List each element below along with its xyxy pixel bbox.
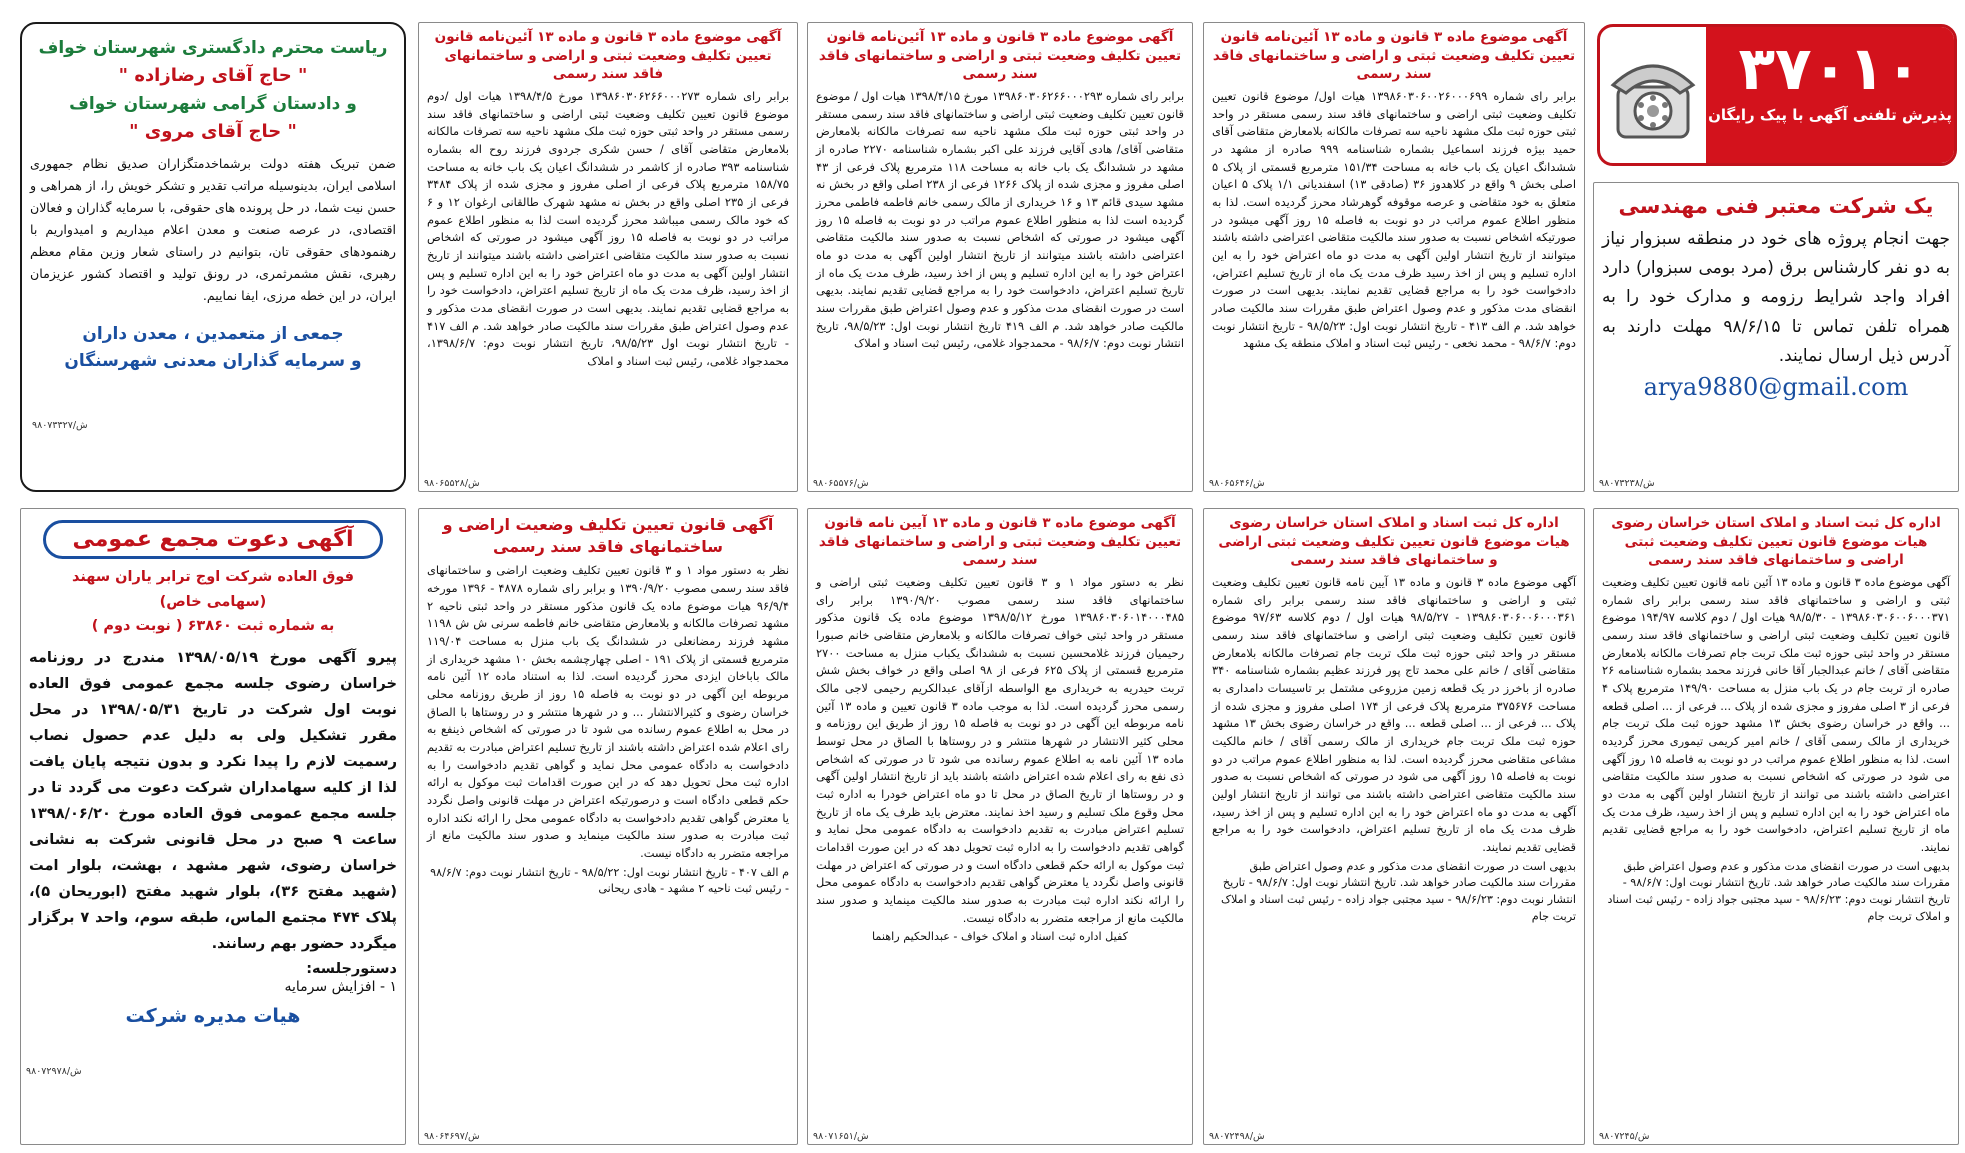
ad-body: نظر به دستور مواد ۱ و ۳ قانون تعیین تکلیف وضعیت اراضی و ساختمانهای فاقد سند رسمی مصوب ۱۳۹۰/۹/۲۰ و برابر رای شماره ۴۸۷۸ - ۱۳۹۶ مورخه ۹۶/۹/۴ هیات موضوع ماده یک قانون مذکور مستقر در واحد ثبتی ناحیه ۲ مشهد تصرفات مالکانه و بلامعارض متقاضی خانم فاطمه سرنی ش ش ۱۱۹۸ مشهد فرزند رمضانعلی در ششدانگ یک باب منزل به مساحت ۱۱۹/۰۴ مترمربع قسمتی از پلاک ۱۹۱ - اصلی چهارچشمه بخش ۱۰ مشهد خریداری از مالک باباخان ایزدی محرز گردیده است. لذا به استناد ماده ۱۲ آئین نامه مربوطه این آگهی در دو نوبت به فاصله ۱۵ روز از طریق روزنامه محلی خراسان رضوی و کثیرالانتشار ... و در شهرها منتشر و در روستاها با الصاق در محل به اطلاع عموم رسانده می شود تا در صورتی که اشخاص ذینفع به رای اعلام شده اعتراض داشته باشند از تاریخ تسلیم اعتراض مبادرت به تقدیم دادخواست به دادگاه عمومی محل نماید و گواهی تقدیم دادخواست را به اداره ثبت محل تحویل دهد که در این صورت اقدامات ثبت موکول به ارائه حکم قطعی دادگاه است و درصورتیکه اعتراض در مهلت قانونی واصل نگردد یا معترض گواهی تقدیم دادخواست به دادگاه عمومی محل را ارائه نکند اداره ثبت مبادرت به صدور سند مالکیت مینماید و صدور سند مالکیت مانع از مراجعه متضرر به دادگاه نیست. xyxy=(427,563,789,860)
banner-red-panel xyxy=(1706,27,1954,163)
ad-body: پیرو آگهی مورخ ۱۳۹۸/۰۵/۱۹ مندرج در روزنامه خراسان رضوی جلسه مجمع عمومی فوق العاده نوبت اول شرکت در تاریخ ۱۳۹۸/۰۵/۳۱ در محل مقرر تشکیل ولی به دلیل عدم حصول نصاب رسمیت لازم را پیدا نکرد و بدون نتیجه پایان یافت لذا از کلیه سهامداران شرکت دعوت می گردد تا در جلسه مجمع عمومی فوق العاده مورخ ۱۳۹۸/۰۶/۲۰ ساعت ۹ صبح در محل قانونی شرکت به نشانی خراسان رضوی، شهر مشهد ، بهشت، بلوار امت (شهید مفتح ۳۶)، بلوار شهید مفتح (ابوریحان ۵)، پلاک ۴۷۴ مجتمع الماس، طبقه سوم، واحد ۷ برگزار میگردد حضور بهم رسانند. xyxy=(29,648,398,952)
ad-registration-notice-1 xyxy=(1203,22,1585,492)
ad-title: اداره کل ثبت اسناد و املاک استان خراسان رضوی هیات موضوع قانون تعیین تکلیف وضعیت ثبتی اراضی و ساختمانهای فاقد سند رسمی xyxy=(1611,515,1941,569)
ad-body: برابر رای شماره ۱۳۹۸۶۰۳۰۶۰۰۲۶۰۰۰۶۹۹ هیات اول/ موضوع قانون تعیین تکلیف وضعیت ثبتی اراضی و ساختمانهای فاقد سند رسمی مستقر در واحد ثبتی حوزه ثبت ملک مشهد ناحیه سه تصرفات مالکانه بلامعارض متقاضی آقای حمید بیژه فرزند اسماعیل بشماره شناسنامه ۹۹۹ صادره از مشهد در ششدانگ اعیان یک باب خانه به مساحت ۱۵۱/۳۴ مترمربع قسمتی از پلاک ۵ اصلی بخش ۹ واقع در کلاهدوز ۳۶ (صادقی ۱۳) اسفندیانی ۱/۱ پلاک ۵ اعیان متعلق به خود متقاضی و عرصه موقوفه گوهرشاد محرز گردیده است. لذا به منظور اطلاع عموم مراتب در دو نوبت به فاصله ۱۵ روز آگهی میشود در صورتیکه اشخاص نسبت به صدور سند مالکیت متقاضی اعتراضی داشته باشند میتوانند از تاریخ انتشار اولین آگهی به مدت دو ماه اعتراض خود را به این اداره تسلیم و پس از اخذ رسید ظرف مدت یک ماه از تاریخ تسلیم اعتراض، دادخواست خود را به مراجع قضایی تقدیم نمایند. بدیهی است در صورت انقضای مدت مذکور و عدم وصول اعتراض طبق مقررات سند مالکیت صادر خواهد شد. م الف ۴۱۳ - تاریخ انتشار نوبت اول: ۹۸/۵/۲۳ - تاریخ انتشار نوبت دوم: ۹۸/۶/۷ - محمد نخعی - رئیس ثبت اسناد و املاک منطقه یک مشهد xyxy=(1212,88,1577,351)
ad-body: برابر رای شماره ۱۳۹۸۶۰۳۰۶۲۶۶۰۰۰۲۷۳ مورخ ۱۳۹۸/۴/۵ هیات اول /دوم موضوع قانون تعیین تکلیف وضعیت ثبتی اراضی و ساختمانهای فاقد سند رسمی مستقر در واحد ثبتی حوزه ثبت ملک مشهد ناحیه سه تصرفات مالکانه بلامعارض متقاضی آقای / حسن شکری جردوی فرزند روح اله بشماره شناسنامه ۳۹۳ صادره از کاشمر در ششدانگ اعیان یک باب خانه به مساحت ۱۵۸/۷۵ مترمربع پلاک فرعی از اصلی مفروز و مجزی شده از پلاک ۳۴۸۴ فرعی از ۲۳۵ اصلی واقع در بخش نه مشهد شهرک طالقانی ارغوان ۱۲ و ۶ که خود مالک رسمی میباشد محرز گردیده است لذا به منظور اطلاع عموم مراتب در دو نوبت به فاصله ۱۵ روز آگهی میشود در صورتی که اشخاص نسبت به صدور سند مالکیت متقاضی اعتراضی داشته باشند میتوانند از تاریخ انتشار اولین آگهی به مدت دو ماه اعتراض خود را به این اداره تسلیم و پس از اخذ رسید، ظرف مدت یک ماه از تاریخ تسلیم اعتراض، دادخواست خود را به مراجع قضایی تقدیم نمایند. بدیهی است در صورت انقضای مدت مذکور و عدم وصول اعتراض طبق مقررات سند مالکیت صادر خواهد شد. م الف ۴۱۷ - تاریخ انتشار نوبت اول ۹۸/۵/۲۳، تاریخ انتشار نوبت دوم: ۱۳۹۸/۶/۷، محمدجواد غلامی، رئیس ثبت اسناد و املاک xyxy=(427,88,790,368)
ad-torbat-jam-notice-1 xyxy=(1593,508,1959,1145)
ad-code: ۹۸۰۶۵۵۷۶/ش xyxy=(813,478,869,489)
ad-name-2: " حاج آقای مروی " xyxy=(129,121,297,143)
phone-ad-banner xyxy=(1597,24,1957,166)
ad-name-1: " حاج آقای رضازاده " xyxy=(118,65,308,87)
banner-phone-number: ۳۷۰۱۰ xyxy=(1738,34,1922,104)
ad-title: آگهی دعوت مجمع عمومی xyxy=(43,520,383,559)
ad-subtitle-company: فوق العاده شرکت اوج ترابر یاران سهند xyxy=(72,569,354,585)
ad-body: نظر به دستور مواد ۱ و ۳ قانون تعیین تکلیف وضعیت ثبتی اراضی و ساختمانهای فاقد سند رسمی مصوب ۱۳۹۰/۹/۲۰ برابر رای ۱۳۹۸۶۰۳۰۶۰۱۴۰۰۰۴۸۵ مورخ ۱۳۹۸/۵/۱۲ موضوع ماده یک قانون مذکور مستقر در واحد ثبتی خواف تصرفات مالکانه و بلامعارض متقاضی خانم صبورا رحیمیان فرزند غلامحسین نسبت به ششدانگ یکباب منزل به مساحت ۲۷۰۰ مترمربع قسمتی از پلاک ۶۲۵ فرعی از ۹۸ اصلی واقع در خواف بخش شش تربت حیدریه به خریداری مع الواسطه ازآقای عبدالکریم رحیمی لاجی مالک رسمی محرز گردیده است. لذا به موجب ماده ۳ قانون تعیین و ماده ۱۳ آئین نامه مربوطه این آگهی در دو نوبت به فاصله ۱۵ روز از طریق این روزنامه و محلی کثیر الانتشار در شهرها منتشر و در روستاها با الصاق در محل توسط ماده ۱۳ آئین نامه به اطلاع عموم رسانده می شود تا در صورتی که اشخاص ذی نفع به رای اعلام شده اعتراض داشته باشند باید از تاریخ انتشار اولین آگهی و در روستاها از تاریخ الصاق در محل تا دو ماه اعتراض خودرا به اداره ثبت محل وقوع ملک تسلیم و رسید اخذ نمایند. معترض باید ظرف یک ماه از تاریخ تسلیم اعتراض مبادرت به تقدیم دادخواست به دادگاه عمومی محل نماید و گواهی تقدیم دادخواست را به اداره ثبت تحویل دهد که در این صورت اقدامات ثبت موکول به ارائه حکم قطعی دادگاه است و در صورتی که اعتراض در مهلت قانونی واصل نگردد یا معترض گواهی تقدیم دادخواست به دادگاه عمومی محل را ارائه نکند اداره ثبت مبادرت به صدور سند مالکیت مینماید و صدور سند مالکیت مانع از مراجعه متضرر به دادگاه نیست. xyxy=(815,574,1185,925)
ad-code: ۹۸۰۷۳۳۲۷/ش xyxy=(32,420,88,431)
ad-code: ۹۸۰۷۱۶۵۱/ش xyxy=(813,1131,869,1142)
ad-agenda-label: دستورجلسه: xyxy=(306,960,397,977)
ad-code: ۹۸۰۷۲۴۹۸/ش xyxy=(1209,1131,1265,1142)
ad-body: آگهی موضوع ماده ۳ قانون و ماده ۱۳ آئین نامه قانون تعیین تکلیف وضعیت ثبتی و اراضی و ساختمانهای فاقد سند رسمی برابر رای شماره ۱۳۹۸۶۰۳۰۶۰۰۶۰۰۰۳۷۱ - ۹۸/۵/۳۰ هیات اول / دوم کلاسه ۱۹۴/۹۷ موضوع قانون تعیین تکلیف وضعیت ثبتی اراضی و ساختمانهای فاقد سند رسمی مستقر در واحد ثبتی حوزه ثبت ملک تربت جام تصرفات مالکانه بلامعارض متقاضی آقای / خانم عبدالجبار آقا خانی فرزند محمد بشماره شناسنامه ۲۶ صادره از تربت جام در یک باب منزل به مساحت ۱۴۹/۹۰ مترمربع پلاک ۴ فرعی از ۳ اصلی مفروز و مجزی شده از پلاک ... فرعی از ... اصلی قطعه ... واقع در خراسان رضوی بخش ۱۳ مشهد حوزه ثبت ملک تربت جام خریداری از مالک رسمی آقای / خانم امیر کریمی تیموری محرز گردیده است. لذا به منظور اطلاع عموم مراتب در دو نوبت به فاصله ۱۵ روز آگهی می شود در صورتی که اشخاص نسبت به صدور سند مالکیت متقاضی اعتراضی داشته باشند می توانند از تاریخ انتشار اولین آگهی به مدت دو ماه اعتراض خود را به این اداره تسلیم و پس از اخذ رسید، ظرف مدت یک ماه از تاریخ تسلیم اعتراض، دادخواست خود را به مراجع قضایی تقدیم نمایند. xyxy=(1602,574,1951,854)
ad-mashhad-registration-notice xyxy=(418,508,798,1145)
ad-footer: بدیهی است در صورت انقضای مدت مذکور و عدم وصول اعتراض طبق مقررات سند مالکیت صادر خواهد شد. تاریخ انتشار نوبت اول: ۹۸/۶/۷ - تاریخ انتشار نوبت دوم: ۹۸/۶/۲۳ - سید مجتبی جواد زاده - رئیس ثبت اسناد و املاک تربت جام xyxy=(1607,859,1950,924)
ad-khaf-registration-notice xyxy=(807,508,1193,1145)
ad-heading-1: ریاست محترم دادگستری شهرستان خواف xyxy=(38,38,388,58)
ad-footer: بدیهی است در صورت انقضای مدت مذکور و عدم وصول اعتراض طبق مقررات سند مالکیت صادر خواهد شد. تاریخ انتشار نوبت اول: ۹۸/۶/۷ - تاریخ انتشار نوبت دوم: ۹۸/۶/۲۳ - سید مجتبی جواد زاده - رئیس ثبت اسناد و املاک تربت جام xyxy=(1220,859,1576,924)
ad-code: ۹۸۰۷۲۴۵/ش xyxy=(1599,1131,1650,1142)
ad-agenda-item: ۱ - افزایش سرمایه xyxy=(284,978,397,995)
ad-body: آگهی موضوع ماده ۳ قانون و ماده ۱۳ آیین نامه قانون تعیین تکلیف وضعیت ثبتی و اراضی و ساختمانهای فاقد سند رسمی برابر رای شماره ۱۳۹۸۶۰۳۰۶۰۰۶۰۰۰۳۶۱ - ۹۸/۵/۲۷ هیات اول / دوم کلاسه ۹۷/۶۳ موضوع قانون تعیین تکلیف وضعیت ثبتی اراضی و ساختمانهای فاقد سند رسمی مستقر در واحد ثبتی حوزه ثبت ملک تربت جام تصرفات مالکانه بلامعارض متقاضی آقای / خانم علی محمد تاج پور فرزند عظیم بشماره شناسنامه ۳۴۰ صادره از باخرز در یک قطعه زمین مزروعی مشتمل بر تاسیسات دامداری به مساحت ۳۷۵۶۷۶ مترمربع پلاک فرعی از ۱۷۴ اصلی مفروز و مجزی شده از پلاک ... فرعی از ... اصلی قطعه ... واقع در خراسان رضوی بخش ۱۳ مشهد حوزه ثبت ملک تربت جام خریداری از مالک رسمی آقای / خانم مالکیت مشاعی متقاضی محرز گردیده است. لذا به منظور اطلاع عموم مراتب در دو نوبت به فاصله ۱۵ روز آگهی می شود در صورتی که اشخاص نسبت به صدور سند مالکیت متقاضی اعتراضی داشته باشند می توانند از تاریخ انتشار اولین آگهی به مدت دو ماه اعتراض خود را به این اداره تسلیم و پس از اخذ رسید، ظرف مدت یک ماه از تاریخ تسلیم اعتراض، دادخواست خود را به مراجع قضایی تقدیم نمایند. xyxy=(1212,574,1576,854)
ad-subtitle-registration: به شماره ثبت ۶۳۸۶۰ ( نوبت دوم ) xyxy=(91,618,335,635)
ad-subtitle-type: (سهامی خاص) xyxy=(159,593,267,610)
ad-code: ۹۸۰۷۲۹۷۸/ش xyxy=(26,1066,82,1077)
ad-signature-2: و سرمایه گذاران معدنی شهرسنگان xyxy=(64,351,362,372)
ad-title: آگهی موضوع ماده ۳ قانون و ماده ۱۳ آیین نامه قانون تعیین تکلیف وضعیت ثبتی و اراضی و ساختمانهای فاقد سند رسمی xyxy=(818,515,1182,569)
ad-signature-1: جمعی از متعمدین ، معدن داران xyxy=(82,324,344,345)
ad-footer: م الف ۴۰۷ - تاریخ انتشار نوبت اول: ۹۸/۵/۲۲ - تاریخ انتشار نوبت دوم: ۹۸/۶/۷ - رئیس ثبت ناحیه ۲ مشهد - هادی ریحانی xyxy=(430,865,789,896)
ad-general-assembly xyxy=(20,508,406,1145)
telephone-icon xyxy=(1608,47,1698,147)
ad-registration-notice-2 xyxy=(807,22,1193,492)
banner-subtitle: پذیرش تلفنی آگهی با پیک رایگان xyxy=(1708,106,1952,124)
ad-email-link[interactable]: arya9880@gmail.com xyxy=(1643,373,1909,402)
ad-code: ۹۸۰۷۳۲۳۸/ش xyxy=(1599,478,1655,489)
ad-torbat-jam-notice-2 xyxy=(1203,508,1585,1145)
ad-title: آگهی قانون تعیین تکلیف وضعیت اراضی و ساختمانهای فاقد سند رسمی xyxy=(442,515,774,557)
ad-body: جهت انجام پروژه های خود در منطقه سبزوار نیاز به دو نفر کارشناس برق (مرد بومی سبزوار) دارد افراد واجد شرایط رزومه و مدارک خود را به همراه تلفن تماس تا ۹۸/۶/۱۵ مهلت دارند به آدرس ذیل ارسال نمایند. xyxy=(1602,228,1950,366)
ad-khaf-appreciation xyxy=(20,22,406,492)
ad-heading-2: و دادستان گرامی شهرستان خواف xyxy=(69,93,357,114)
ad-title: آگهی موضوع ماده ۳ قانون و ماده ۱۳ آئین‌نامه قانون تعیین تکلیف وضعیت ثبتی و اراضی و ساختمانهای فاقد سند رسمی xyxy=(434,29,782,83)
ad-signature: هیات مدیره شرکت xyxy=(125,1004,301,1027)
ad-footer: کفیل اداره ثبت اسناد و املاک خواف - عبدالحکیم راهنما xyxy=(872,930,1128,944)
ad-title: اداره کل ثبت اسناد و املاک استان خراسان رضوی هیات موضوع قانون تعیین تکلیف وضعیت ثبتی اراضی و ساختمانهای فاقد سند رسمی xyxy=(1218,515,1570,569)
ad-title: آگهی موضوع ماده ۳ قانون و ماده ۱۳ آئین‌نامه قانون تعیین تکلیف وضعیت ثبتی و اراضی و ساختمانهای فاقد سند رسمی xyxy=(818,29,1182,83)
ad-code: ۹۸۰۶۵۶۴۶/ش xyxy=(1209,478,1265,489)
ad-registration-notice-3 xyxy=(418,22,798,492)
ad-title: یک شرکت معتبر فنی مهندسی xyxy=(1618,194,1934,218)
ad-code: ۹۸۰۶۴۶۹۷/ش xyxy=(424,1131,480,1142)
ad-body: ضمن تبریک هفته دولت برشماخدمتگزاران صدیق نظام جمهوری اسلامی ایران، بدینوسیله مراتب تقدیر و تشکر خویش را، از همراهی و حسن نیت شما، در حل پرونده های حقوقی، با سرمایه گذاران و فعالان اقتصادی، در عرصه صنعت و معدن اعلام میداریم و امیدواریم با رهنمودهای حقوقی تان، بتوانیم در راستای شعار وزین مقام معظم رهبری، نقش مشمرثمری، در رونق تولید و اقتصاد کشور عزیزمان ایران، در این خطه مرزی، ایفا نماییم. xyxy=(30,155,396,304)
ad-engineering-company xyxy=(1593,182,1959,492)
ad-title: آگهی موضوع ماده ۳ قانون و ماده ۱۳ آئین‌نامه قانون تعیین تکلیف وضعیت ثبتی و اراضی و ساختمانهای فاقد سند رسمی xyxy=(1212,29,1576,83)
ad-body: برابر رای شماره ۱۳۹۸۶۰۳۰۶۲۶۶۰۰۰۲۹۳ مورخ ۱۳۹۸/۴/۱۵ هیات اول / موضوع قانون تعیین تکلیف وضعیت ثبتی اراضی و ساختمانهای فاقد سند رسمی مستقر در واحد ثبتی حوزه ثبت ملک مشهد ناحیه سه تصرفات مالکانه بلامعارض متقاضی آقای/ هادی آقایی فرزند علی اکبر بشماره شناسنامه ۲۲۷۰ صادره از مشهد در ششدانگ یک باب خانه به مساحت ۱۱۸ مترمربع پلاک فرعی از ۴۳ اصلی مفروز و مجزی شده از پلاک ۱۲۶۶ فرعی از ۲۳۸ اصلی واقع در بخش نه مشهد سیدی قائم ۱۳ و ۱۶ خریداری از مالک رسمی خانم فاطمه فاطمی محرز گردیده است لذا به منظور اطلاع عموم مراتب در دو نوبت به فاصله ۱۵ روز آگهی میشود در صورتی که اشخاص نسبت به صدور سند مالکیت متقاضی اعتراضی داشته باشند میتوانند از تاریخ انتشار اولین آگهی به مدت دو ماه اعتراض خود را به این اداره تسلیم و پس از اخذ رسید، ظرف مدت یک ماه از تاریخ تسلیم اعتراض، دادخواست خود را به مراجع قضایی تقدیم نمایند. بدیهی است در صورت انقضای مدت مذکور و عدم وصول اعتراض طبق مقررات سند مالکیت صادر خواهد شد. م الف ۴۱۹ تاریخ انتشار نوبت اول: ۹۸/۵/۲۳، تاریخ انتشار نوبت دوم: ۹۸/۶/۷ - محمدجواد غلامی، رئیس ثبت اسناد و املاک xyxy=(816,88,1185,351)
ad-code: ۹۸۰۶۵۵۲۸/ش xyxy=(424,478,480,489)
